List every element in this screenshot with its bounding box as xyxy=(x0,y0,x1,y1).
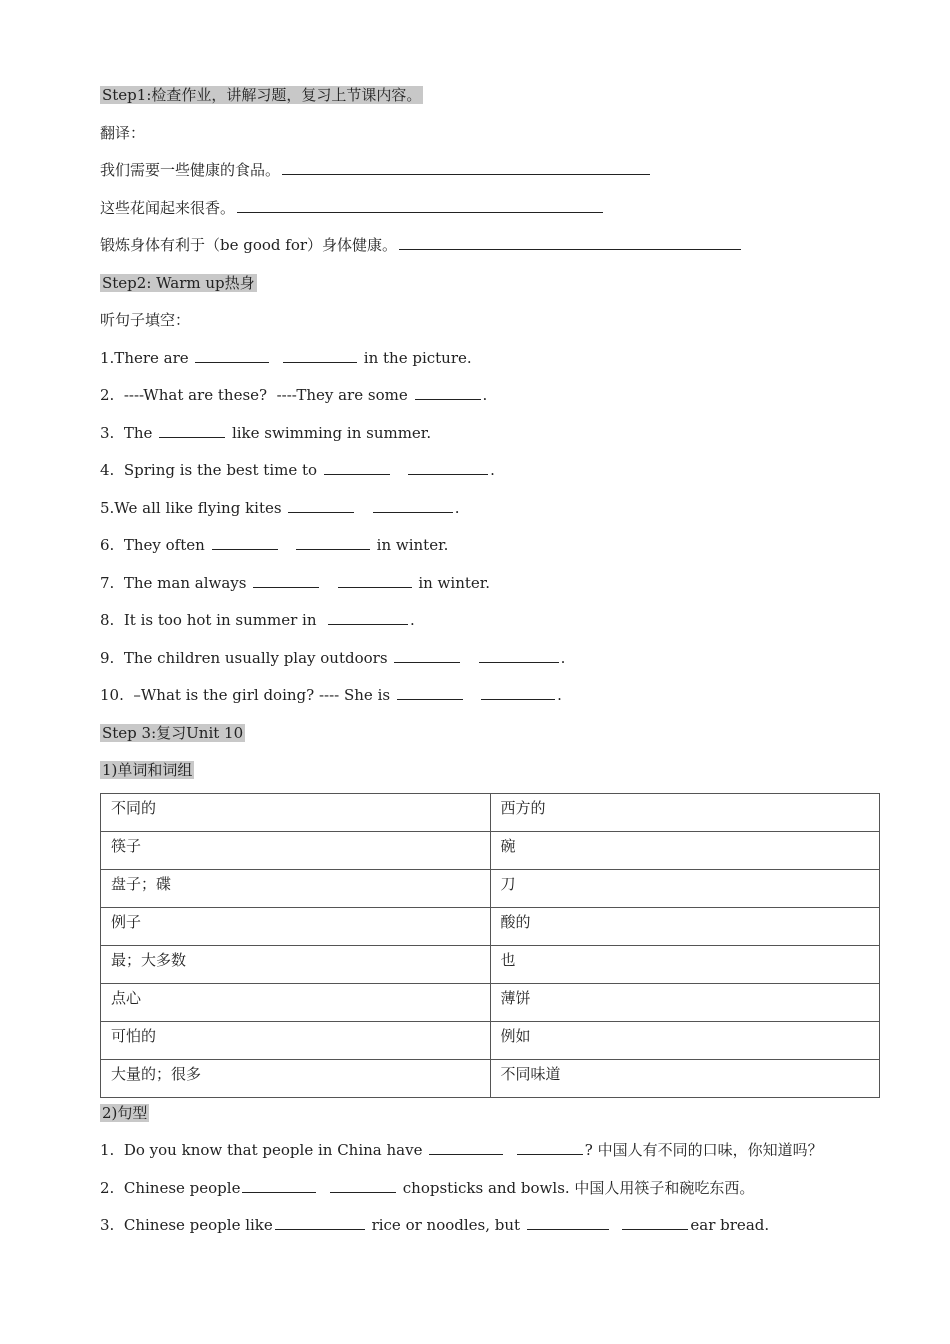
answer-blank[interactable] xyxy=(324,458,390,475)
item-text: . xyxy=(560,648,566,667)
item-text: 5.We all like flying kites xyxy=(100,498,282,517)
listening-item-1 xyxy=(100,343,880,381)
answer-blank[interactable] xyxy=(282,158,650,175)
sentence-item-3 xyxy=(100,1210,880,1248)
item-text: rice or noodles, but xyxy=(371,1216,521,1234)
table-row xyxy=(101,907,880,945)
item-text: . xyxy=(454,498,460,517)
step3-heading-line xyxy=(100,718,880,756)
answer-blank[interactable] xyxy=(283,346,357,363)
step2-heading: Step2: Warm up热身 xyxy=(102,273,255,292)
vocab-cell: 最；大多数 xyxy=(101,945,491,983)
item-text: in the picture. xyxy=(363,348,472,367)
answer-blank[interactable] xyxy=(479,646,559,663)
vocab-cell: 可怕的 xyxy=(101,1021,491,1059)
step2-heading-line xyxy=(100,268,880,306)
table-row xyxy=(101,983,880,1021)
table-row xyxy=(101,945,880,983)
translation-item-1 xyxy=(100,155,880,193)
answer-blank[interactable] xyxy=(622,1213,688,1230)
item-text: . xyxy=(410,611,415,629)
answer-blank[interactable] xyxy=(408,458,488,475)
listening-item-8 xyxy=(100,605,880,643)
item-text: 7. The man always xyxy=(100,573,247,592)
answer-blank[interactable] xyxy=(237,196,603,213)
item-text: 1.There are xyxy=(100,348,189,367)
worksheet-page xyxy=(100,80,880,1248)
answer-blank[interactable] xyxy=(429,1138,503,1155)
answer-blank[interactable] xyxy=(328,608,408,625)
table-row xyxy=(101,1059,880,1097)
translation-item-3 xyxy=(100,230,880,268)
step3-heading: Step 3:复习Unit 10 xyxy=(102,723,244,742)
item-text: 8. It is too hot in summer in xyxy=(100,611,317,629)
answer-blank[interactable] xyxy=(481,683,555,700)
answer-blank[interactable] xyxy=(415,383,481,400)
item-text: 3. Chinese people like xyxy=(100,1216,273,1234)
translation-text-2: 这些花闻起来很香。 xyxy=(100,198,236,217)
listening-item-6 xyxy=(100,530,880,568)
sentence-subheading: 2)句型 xyxy=(102,1103,148,1122)
table-row xyxy=(101,793,880,831)
item-text: 1. Do you know that people in China have xyxy=(100,1141,423,1159)
listening-item-10 xyxy=(100,680,880,718)
answer-blank[interactable] xyxy=(296,533,370,550)
step1-heading-line xyxy=(100,80,880,118)
answer-blank[interactable] xyxy=(527,1213,609,1230)
listening-item-4 xyxy=(100,455,880,493)
item-text: like swimming in summer. xyxy=(231,423,432,442)
listening-item-9 xyxy=(100,643,880,681)
sentence-item-2 xyxy=(100,1173,880,1211)
item-text: 6. They often xyxy=(100,536,205,554)
item-text: in winter. xyxy=(376,536,449,554)
answer-blank[interactable] xyxy=(397,683,463,700)
answer-blank[interactable] xyxy=(517,1138,583,1155)
answer-blank[interactable] xyxy=(212,533,278,550)
listening-item-7 xyxy=(100,568,880,606)
vocab-table xyxy=(100,793,880,1098)
vocab-cell: 西方的 xyxy=(490,793,880,831)
vocab-cell: 例子 xyxy=(101,907,491,945)
vocab-cell: 筷子 xyxy=(101,831,491,869)
answer-blank[interactable] xyxy=(394,646,460,663)
step1-label: 翻译： xyxy=(100,123,146,142)
answer-blank[interactable] xyxy=(253,571,319,588)
vocab-subheading: 1)单词和词组 xyxy=(102,761,193,779)
table-row xyxy=(101,869,880,907)
vocab-cell: 例如 xyxy=(490,1021,880,1059)
table-row xyxy=(101,1021,880,1059)
vocab-cell: 点心 xyxy=(101,983,491,1021)
translation-text-3: 锻炼身体有利于（be good for）身体健康。 xyxy=(100,236,398,254)
answer-blank[interactable] xyxy=(338,571,412,588)
vocab-cell: 酸的 xyxy=(490,907,880,945)
answer-blank[interactable] xyxy=(159,421,225,438)
sentence-subheading-line xyxy=(100,1098,880,1136)
translation-text-1: 我们需要一些健康的食品。 xyxy=(100,161,281,179)
answer-blank[interactable] xyxy=(275,1213,365,1230)
item-text: 10. –What is the girl doing? ---- She is xyxy=(100,686,391,704)
listening-item-3 xyxy=(100,418,880,456)
item-text: 2. Chinese people xyxy=(100,1178,241,1197)
item-text: ? 中国人有不同的口味，你知道吗？ xyxy=(584,1141,823,1159)
item-text: . xyxy=(557,686,562,704)
item-text: chopsticks and bowls. 中国人用筷子和碗吃东西。 xyxy=(402,1178,755,1197)
vocab-cell: 不同味道 xyxy=(490,1059,880,1097)
vocab-cell: 盘子；碟 xyxy=(101,869,491,907)
translation-item-2 xyxy=(100,193,880,231)
answer-blank[interactable] xyxy=(330,1176,396,1193)
item-text: . xyxy=(482,386,488,404)
sentence-item-1 xyxy=(100,1135,880,1173)
vocab-cell: 碗 xyxy=(490,831,880,869)
step1-heading: Step1:检查作业，讲解习题，复习上节课内容。 xyxy=(102,86,422,104)
table-row xyxy=(101,831,880,869)
answer-blank[interactable] xyxy=(399,233,741,250)
vocab-subheading-line xyxy=(100,755,880,793)
answer-blank[interactable] xyxy=(288,496,354,513)
listening-item-5 xyxy=(100,493,880,531)
item-text: 3. The xyxy=(100,423,153,442)
item-text: . xyxy=(490,461,495,479)
vocab-cell: 不同的 xyxy=(101,793,491,831)
item-text: 2. ----What are these? ----They are some xyxy=(100,386,408,404)
item-text: ear bread. xyxy=(690,1216,770,1234)
vocab-cell: 大量的；很多 xyxy=(101,1059,491,1097)
answer-blank[interactable] xyxy=(242,1176,316,1193)
vocab-cell: 薄饼 xyxy=(490,983,880,1021)
step2-label: 听句子填空： xyxy=(100,311,191,329)
listening-item-2 xyxy=(100,380,880,418)
answer-blank[interactable] xyxy=(373,496,453,513)
item-text: 9. The children usually play outdoors xyxy=(100,648,388,667)
answer-blank[interactable] xyxy=(195,346,269,363)
item-text: in winter. xyxy=(418,573,491,592)
vocab-cell: 刀 xyxy=(490,869,880,907)
item-text: 4. Spring is the best time to xyxy=(100,461,318,479)
vocab-cell: 也 xyxy=(490,945,880,983)
